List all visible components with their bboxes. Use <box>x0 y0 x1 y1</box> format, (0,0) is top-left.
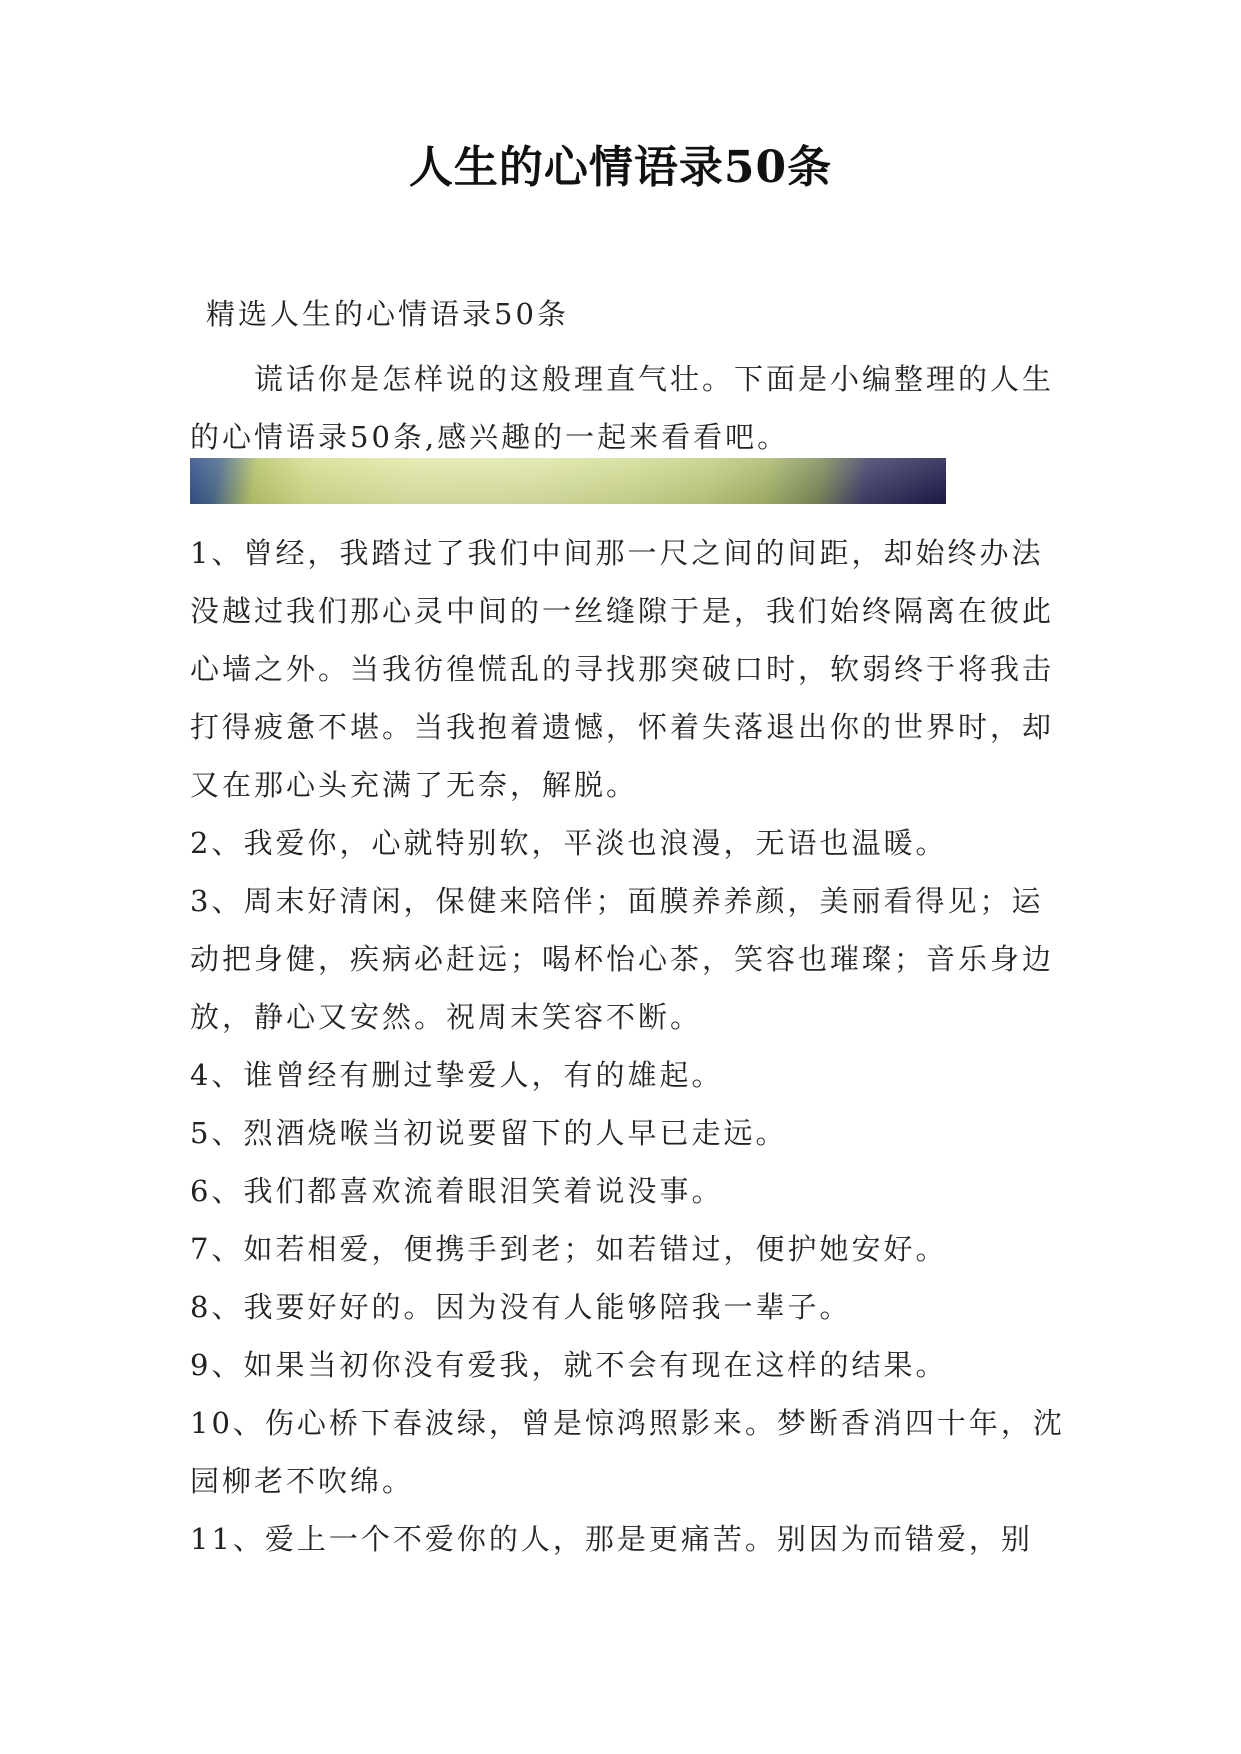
quote-item: 9、如果当初你没有爱我，就不会有现在这样的结果。 <box>190 1348 948 1382</box>
quote-list <box>190 524 1070 1568</box>
banner-image-shade <box>190 458 946 504</box>
document-subtitle: 精选人生的心情语录50条 <box>206 297 569 331</box>
quote-item: 7、如若相爱，便携手到老；如若错过，便护她安好。 <box>190 1232 948 1266</box>
quote-item: 5、烈酒烧喉当初说要留下的人早已走远。 <box>190 1116 788 1150</box>
quote-item: 4、谁曾经有删过挚爱人，有的雄起。 <box>190 1058 724 1092</box>
quote-item: 10、伤心桥下春波绿，曾是惊鸿照影来。梦断香消四十年，沈园柳老不吹绵。 <box>190 1406 1065 1498</box>
quote-item: 2、我爱你，心就特别软，平淡也浪漫，无语也温暖。 <box>190 826 948 860</box>
quote-item: 3、周末好清闲，保健来陪伴；面膜养养颜，美丽看得见；运动把身健，疾病必赶远；喝杯怡心茶，笑容也璀璨；音乐身边放，静心又安然。祝周末笑容不断。 <box>190 884 1055 1034</box>
quote-item: 8、我要好好的。因为没有人能够陪我一辈子。 <box>190 1290 852 1324</box>
quote-item: 1、曾经，我踏过了我们中间那一尺之间的间距，却始终办法没越过我们那心灵中间的一丝缝隙于是，我们始终隔离在彼此心墙之外。当我彷徨慌乱的寻找那突破口时，软弱终于将我击打得疲惫不堪。当我抱着遗憾，怀着失落退出你的世界时，却又在那心头充满了无奈，解脱。 <box>190 536 1055 802</box>
document-title: 人生的心情语录50条 <box>408 142 833 193</box>
quote-item: 6、我们都喜欢流着眼泪笑着说没事。 <box>190 1174 724 1208</box>
intro-paragraph: 谎话你是怎样说的这般理直气壮。下面是小编整理的人生的心情语录50条,感兴趣的一起来看看吧。 <box>190 362 1055 454</box>
quote-item: 11、爱上一个不爱你的人，那是更痛苦。别因为而错爱，别 <box>190 1522 1033 1556</box>
banner-image <box>190 458 946 504</box>
